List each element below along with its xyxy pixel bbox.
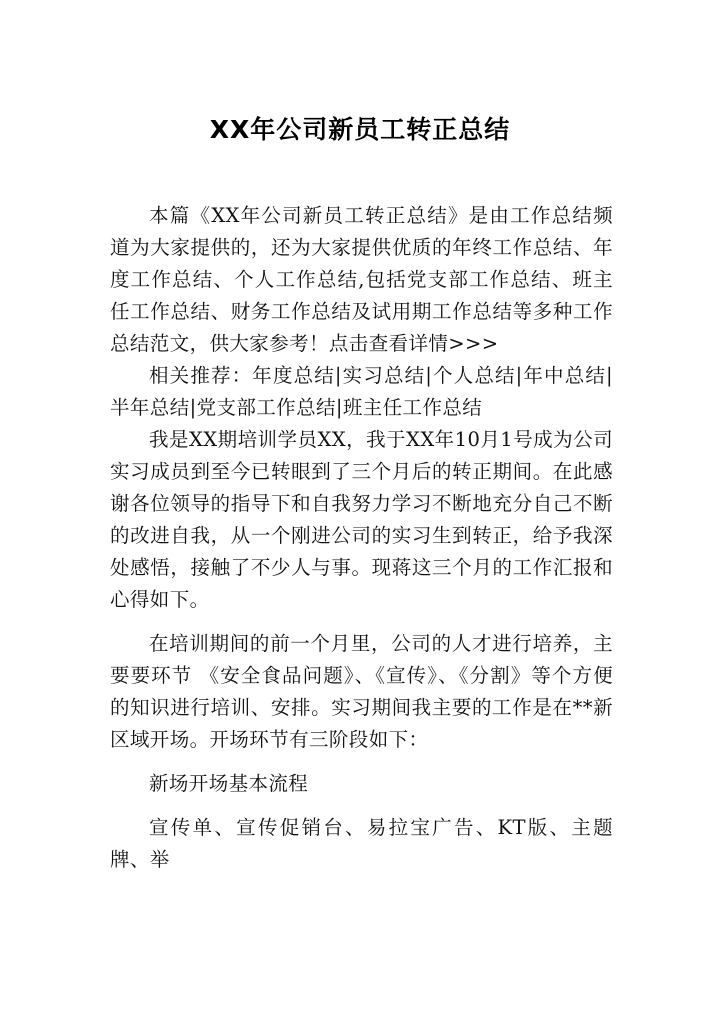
intro-paragraph: 本篇《XX年公司新员工转正总结》是由工作总结频道为大家提供的，还为大家提供优质的年终工作总结、年度工作总结、个人工作总结,包括党支部工作总结、班主任工作总结、财务工作总结及试用期工作总结等多种工作总结范文，供大家参考！点击查看详情>>> [110, 204, 613, 355]
self-introduction-paragraph: 我是XX期培训学员XX，我于XX年10月1号成为公司实习成员到至今已转眼到了三个月后的转正期间。在此感谢各位领导的指导下和自我努力学习不断地充分自己不断的改进自我，从一个刚进公司的实习生到转正，给予我深处感悟，接触了不少人与事。现蒋这三个月的工作汇报和心得如下。 [110, 428, 613, 611]
related-recommendations-paragraph: 相关推荐：年度总结|实习总结|个人总结|年中总结|半年总结|党支部工作总结|班主任工作总结 [110, 364, 613, 419]
document-body [110, 200, 613, 876]
document-title: XX年公司新员工转正总结 [209, 115, 511, 144]
promotion-materials-paragraph: 宣传单、宣传促销台、易拉宝广告、KT版、主题牌、举 [110, 816, 613, 871]
training-period-paragraph: 在培训期间的前一个月里，公司的人才进行培养，主要要环节 《安全食品问题》、《宣传》、《分割》等个方便的知识进行培训、安排。实习期间我主要的工作是在**新区域开场。开场环节有三阶段如下： [110, 632, 613, 751]
opening-process-heading: 新场开场基本流程 [149, 772, 309, 795]
